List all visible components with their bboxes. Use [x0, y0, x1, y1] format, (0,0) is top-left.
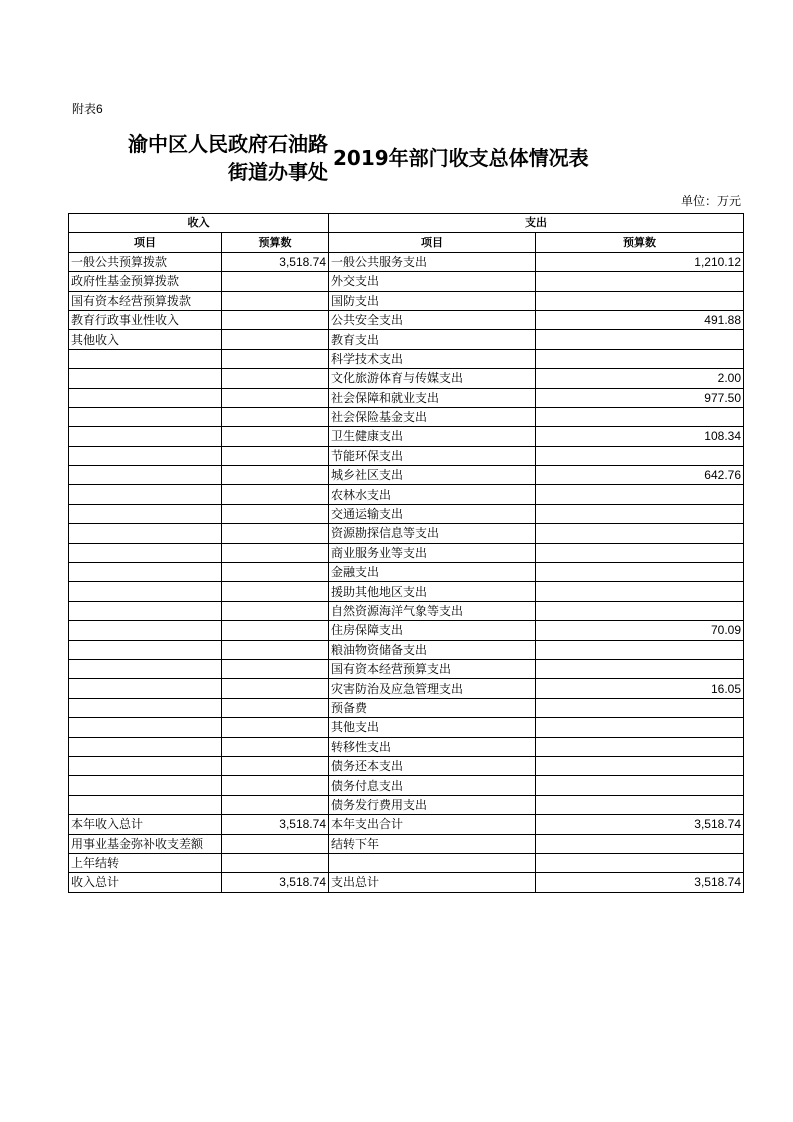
expense-amount-cell [536, 853, 744, 872]
expense-item-cell: 农林水支出 [329, 485, 536, 504]
income-amount-cell: 3,518.74 [222, 815, 329, 834]
expense-amount-cell: 491.88 [536, 310, 744, 329]
expense-item-cell: 教育支出 [329, 330, 536, 349]
income-item-cell [69, 679, 222, 698]
expense-item-cell: 灾害防治及应急管理支出 [329, 679, 536, 698]
table-row [69, 252, 744, 271]
expense-item-cell: 其他支出 [329, 718, 536, 737]
total-row [69, 873, 744, 892]
expense-amount-cell [536, 601, 744, 620]
table-row [69, 679, 744, 698]
income-amount-cell [222, 291, 329, 310]
income-item-cell [69, 795, 222, 814]
table-row [69, 718, 744, 737]
table-row [69, 349, 744, 368]
expense-amount-cell [536, 524, 744, 543]
table-row [69, 272, 744, 291]
expense-item-cell: 粮油物资储备支出 [329, 640, 536, 659]
income-amount-cell [222, 466, 329, 485]
income-amount-cell [222, 737, 329, 756]
expense-item-cell: 科学技术支出 [329, 349, 536, 368]
income-header: 收入 [69, 214, 329, 233]
expense-item-cell: 节能环保支出 [329, 446, 536, 465]
income-amount-cell [222, 795, 329, 814]
table-row [69, 446, 744, 465]
income-amount-cell [222, 543, 329, 562]
table-row [69, 388, 744, 407]
expense-amount-cell: 3,518.74 [536, 873, 744, 892]
table-row [69, 776, 744, 795]
income-amount-cell: 3,518.74 [222, 873, 329, 892]
income-item-cell [69, 504, 222, 523]
expense-amount-cell [536, 756, 744, 775]
table-row [69, 582, 744, 601]
income-amount-cell [222, 659, 329, 678]
expense-item-cell: 预备费 [329, 698, 536, 717]
table-row [69, 485, 744, 504]
expense-item-cell: 结转下年 [329, 834, 536, 853]
expense-amount-cell: 977.50 [536, 388, 744, 407]
expense-item-cell: 债务付息支出 [329, 776, 536, 795]
table-row [69, 369, 744, 388]
income-amount-cell [222, 388, 329, 407]
income-item-cell [69, 621, 222, 640]
expense-amount-cell [536, 407, 744, 426]
expense-header: 支出 [329, 214, 744, 233]
table-row [69, 621, 744, 640]
expense-item-cell: 国有资本经营预算支出 [329, 659, 536, 678]
department-name-line1: 渝中区人民政府石油路 [128, 132, 328, 156]
income-item-cell [69, 756, 222, 775]
income-item-cell [69, 543, 222, 562]
income-item-cell: 上年结转 [69, 853, 222, 872]
income-amount-cell [222, 601, 329, 620]
expense-amount-cell [536, 330, 744, 349]
income-item-header: 项目 [69, 233, 222, 252]
expense-amount-cell [536, 640, 744, 659]
expense-amount-cell [536, 291, 744, 310]
income-amount-cell [222, 427, 329, 446]
table-row [69, 291, 744, 310]
income-amount-cell [222, 407, 329, 426]
expense-amount-cell [536, 543, 744, 562]
income-item-cell: 一般公共预算拨款 [69, 252, 222, 271]
income-amount-cell [222, 504, 329, 523]
expense-item-cell: 商业服务业等支出 [329, 543, 536, 562]
expense-item-cell: 社会保障和就业支出 [329, 388, 536, 407]
expense-item-cell: 卫生健康支出 [329, 427, 536, 446]
income-amount-cell [222, 485, 329, 504]
expense-item-cell: 本年支出合计 [329, 815, 536, 834]
expense-amount-cell: 1,210.12 [536, 252, 744, 271]
income-amount-cell [222, 310, 329, 329]
expense-amount-cell [536, 737, 744, 756]
expense-item-cell: 转移性支出 [329, 737, 536, 756]
table-row [69, 737, 744, 756]
expense-item-cell: 住房保障支出 [329, 621, 536, 640]
subtotal-row [69, 815, 744, 834]
income-amount-cell [222, 776, 329, 795]
expense-item-cell: 外交支出 [329, 272, 536, 291]
income-amount-cell [222, 621, 329, 640]
income-item-cell [69, 582, 222, 601]
expense-item-cell: 债务发行费用支出 [329, 795, 536, 814]
table-row [69, 407, 744, 426]
expense-item-cell: 债务还本支出 [329, 756, 536, 775]
expense-amount-cell [536, 349, 744, 368]
table-row [69, 524, 744, 543]
expense-item-cell: 文化旅游体育与传媒支出 [329, 369, 536, 388]
expense-item-cell: 金融支出 [329, 563, 536, 582]
income-amount-cell [222, 330, 329, 349]
income-item-cell: 政府性基金预算拨款 [69, 272, 222, 291]
expense-amount-cell [536, 563, 744, 582]
income-item-cell [69, 563, 222, 582]
expense-amount-cell [536, 718, 744, 737]
table-row [69, 427, 744, 446]
expense-item-cell: 社会保险基金支出 [329, 407, 536, 426]
expense-budget-header: 预算数 [536, 233, 744, 252]
income-item-cell: 国有资本经营预算拨款 [69, 291, 222, 310]
income-budget-header: 预算数 [222, 233, 329, 252]
table-row [69, 543, 744, 562]
income-item-cell [69, 349, 222, 368]
expense-amount-cell [536, 834, 744, 853]
income-item-cell [69, 466, 222, 485]
unit-label: 单位：万元 [680, 194, 741, 208]
expense-item-cell: 国防支出 [329, 291, 536, 310]
table-row [69, 563, 744, 582]
expense-item-cell: 援助其他地区支出 [329, 582, 536, 601]
expense-amount-cell: 108.34 [536, 427, 744, 446]
income-item-cell: 本年收入总计 [69, 815, 222, 834]
income-item-cell: 用事业基金弥补收支差额 [69, 834, 222, 853]
expense-item-cell: 自然资源海洋气象等支出 [329, 601, 536, 620]
expense-amount-cell [536, 504, 744, 523]
table-row [69, 466, 744, 485]
income-item-cell [69, 659, 222, 678]
expense-amount-cell [536, 485, 744, 504]
income-amount-cell [222, 446, 329, 465]
expense-item-cell: 公共安全支出 [329, 310, 536, 329]
income-amount-cell: 3,518.74 [222, 252, 329, 271]
income-amount-cell [222, 756, 329, 775]
table-row [69, 640, 744, 659]
income-amount-cell [222, 349, 329, 368]
income-item-cell: 教育行政事业性收入 [69, 310, 222, 329]
table-row [69, 504, 744, 523]
table-row [69, 601, 744, 620]
income-amount-cell [222, 640, 329, 659]
table-row [69, 795, 744, 814]
table-row [69, 310, 744, 329]
expense-amount-cell [536, 795, 744, 814]
income-item-cell [69, 407, 222, 426]
section-header-row [69, 214, 744, 233]
table-row [69, 659, 744, 678]
attachment-label: 附表6 [72, 102, 103, 116]
income-item-cell: 其他收入 [69, 330, 222, 349]
expense-amount-cell: 2.00 [536, 369, 744, 388]
income-amount-cell [222, 679, 329, 698]
income-item-cell [69, 718, 222, 737]
budget-table [68, 213, 744, 893]
expense-amount-cell: 70.09 [536, 621, 744, 640]
income-amount-cell [222, 718, 329, 737]
income-amount-cell [222, 369, 329, 388]
income-item-cell [69, 776, 222, 795]
expense-item-header: 项目 [329, 233, 536, 252]
expense-amount-cell [536, 272, 744, 291]
income-amount-cell [222, 698, 329, 717]
income-amount-cell [222, 272, 329, 291]
income-item-cell [69, 369, 222, 388]
income-amount-cell [222, 563, 329, 582]
income-item-cell [69, 427, 222, 446]
page-title: 2019年部门收支总体情况表 [333, 146, 589, 170]
expense-item-cell: 资源勘探信息等支出 [329, 524, 536, 543]
department-name-line2: 街道办事处 [228, 160, 328, 184]
expense-amount-cell: 16.05 [536, 679, 744, 698]
income-item-cell [69, 388, 222, 407]
expense-amount-cell [536, 446, 744, 465]
income-amount-cell [222, 834, 329, 853]
expense-item-cell: 一般公共服务支出 [329, 252, 536, 271]
income-item-cell [69, 524, 222, 543]
expense-amount-cell [536, 698, 744, 717]
income-item-cell [69, 601, 222, 620]
expense-amount-cell [536, 659, 744, 678]
income-amount-cell [222, 853, 329, 872]
income-item-cell [69, 640, 222, 659]
income-item-cell: 收入总计 [69, 873, 222, 892]
expense-amount-cell: 3,518.74 [536, 815, 744, 834]
income-amount-cell [222, 524, 329, 543]
adjust-row [69, 834, 744, 853]
table-row [69, 756, 744, 775]
income-item-cell [69, 485, 222, 504]
column-header-row [69, 233, 744, 252]
expense-amount-cell [536, 582, 744, 601]
table-row [69, 698, 744, 717]
income-item-cell [69, 446, 222, 465]
income-amount-cell [222, 582, 329, 601]
income-item-cell [69, 737, 222, 756]
department-name [82, 130, 328, 186]
expense-item-cell: 支出总计 [329, 873, 536, 892]
expense-amount-cell [536, 776, 744, 795]
expense-amount-cell: 642.76 [536, 466, 744, 485]
table-row [69, 330, 744, 349]
expense-item-cell [329, 853, 536, 872]
expense-item-cell: 城乡社区支出 [329, 466, 536, 485]
expense-item-cell: 交通运输支出 [329, 504, 536, 523]
income-item-cell [69, 698, 222, 717]
adjust-row [69, 853, 744, 872]
